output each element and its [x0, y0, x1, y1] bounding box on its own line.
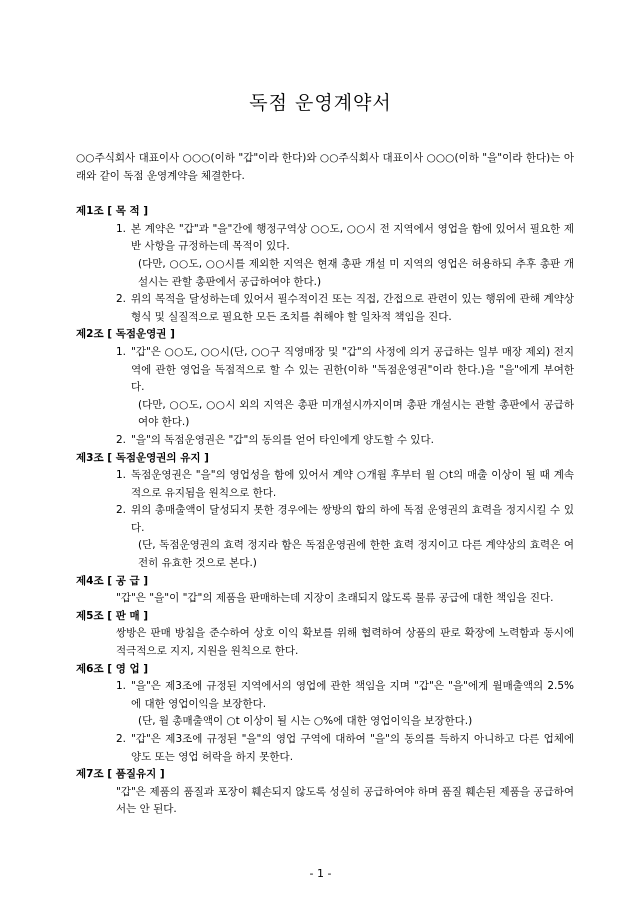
article-item [76, 502, 574, 537]
item-note: (단, 독점운영권의 효력 정지라 함은 독점운영권에 한한 효력 정지이고 다른 계약상의 효력은 여전히 유효한 것으로 본다.) [138, 539, 574, 570]
article-item [76, 731, 574, 766]
document-body [76, 150, 574, 819]
item-text: "을"의 독점운영권은 "갑"의 동의를 얻어 타인에게 양도할 수 있다. [131, 433, 434, 446]
item-number: 2. [116, 733, 127, 745]
article-heading: 제5조 [ 판 매 ] [76, 609, 149, 622]
article-heading: 제6조 [ 영 업 ] [76, 662, 149, 675]
article-item [76, 291, 574, 326]
intro-paragraph: ○○주식회사 대표이사 ○○○(이하 "갑"이라 한다)와 ○○주식회사 대표이사 ○○○(이하 "을"이라 한다)는 아래와 같이 독점 운영계약을 체결한다. [76, 152, 574, 182]
article-7 [76, 766, 574, 819]
article-heading: 제1조 [ 목 적 ] [76, 205, 149, 218]
item-text: "을"은 제3조에 규정된 지역에서의 영업에 관한 책임을 지며 "갑"은 "을"에게 월매출액의 2.5%에 대한 영업이익을 보장한다. [131, 680, 574, 710]
item-text: 위의 총매출액이 달성되지 못한 경우에는 쌍방의 합의 하에 독점 운영권의 효력을 정지시킬 수 있다. [131, 504, 574, 534]
item-text: 위의 목적을 달성하는데 있어서 필수적이건 또는 직접, 간접으로 관련이 있는 행위에 관해 계약상 형식 및 실질적으로 필요한 모든 조치를 취해야 할 일차적 책임을 진다. [131, 293, 574, 323]
item-note: (다만, ○○도, ○○시 외의 지역은 총판 미개설시까지이며 총판 개설시는 관할 총판에서 공급하여야 한다.) [138, 398, 574, 429]
article-item [76, 432, 574, 450]
article-heading: 제3조 [ 독점운영권의 유지 ] [76, 451, 209, 464]
item-note: (단, 월 총매출액이 ○t 이상이 될 시는 ○%에 대한 영업이익을 보장한다.) [138, 715, 473, 728]
article-1 [76, 203, 574, 326]
article-5 [76, 608, 574, 661]
item-number: 2. [116, 433, 127, 446]
article-heading: 제4조 [ 공 급 ] [76, 574, 149, 587]
item-note: (다만, ○○도, ○○시를 제외한 지역은 현재 총판 개설 미 지역의 영업은 허용하되 추후 총판 개설시는 관할 총판에서 공급하여야 한다.) [138, 257, 574, 288]
article-paragraph: "갑"은 "을"이 "갑"의 제품을 판매하는데 지장이 초래되지 않도록 물류 공급에 대한 책임을 진다. [116, 592, 554, 605]
article-4 [76, 573, 574, 608]
item-text: "갑"은 ○○도, ○○시(단, ○○구 직영매장 및 "갑"의 사정에 의거 공급하는 일부 매장 제외) 전지역에 관한 영업을 독점적으로 할 수 있는 권한(이하 "독점운영권"이라 한다.)을 "을"에게 부여한다. [131, 345, 574, 394]
item-text: 독점운영권은 "을"의 영업성을 함에 있어서 계약 ○개월 후부터 월 ○t의 매출 이상이 될 때 계속적으로 유지됨을 원칙으로 한다. [131, 469, 574, 499]
item-text: 본 계약은 "갑"과 "을"간에 행정구역상 ○○도, ○○시 전 지역에서 영업을 함에 있어서 필요한 제반 사항을 규정하는데 목적이 있다. [131, 222, 574, 253]
page-number: - 1 - [309, 867, 332, 880]
article-6 [76, 661, 574, 767]
article-paragraph: 쌍방은 판매 방침을 준수하여 상호 이익 확보를 위해 협력하여 상품의 판로 확장에 노력함과 동시에 적극적으로 지지, 지원을 원칙으로 한다. [116, 627, 574, 658]
item-number: 1. [116, 345, 127, 358]
article-heading: 제7조 [ 품질유지 ] [76, 768, 165, 781]
item-number: 1. [116, 222, 127, 235]
article-3 [76, 450, 574, 573]
article-paragraph: "갑"은 제품의 품질과 포장이 훼손되지 않도록 성실히 공급하여야 하며 품질 훼손된 제품을 공급하여서는 안 된다. [116, 785, 574, 816]
article-heading: 제2조 [ 독점운영권 ] [76, 328, 175, 341]
article-item [76, 467, 574, 502]
article-item [76, 678, 574, 713]
document-title: 독점 운영계약서 [249, 92, 392, 114]
item-number: 2. [116, 504, 127, 517]
item-number: 1. [116, 680, 127, 693]
article-2 [76, 326, 574, 449]
article-item [76, 221, 574, 256]
item-text: "갑"은 제3조에 규정된 "을"의 영업 구역에 대하여 "을"의 동의를 득하지 아니하고 다른 업체에 양도 또는 영업 허락을 하지 못한다. [131, 733, 574, 763]
item-number: 2. [116, 293, 127, 306]
article-item [76, 344, 574, 397]
item-number: 1. [116, 469, 127, 482]
